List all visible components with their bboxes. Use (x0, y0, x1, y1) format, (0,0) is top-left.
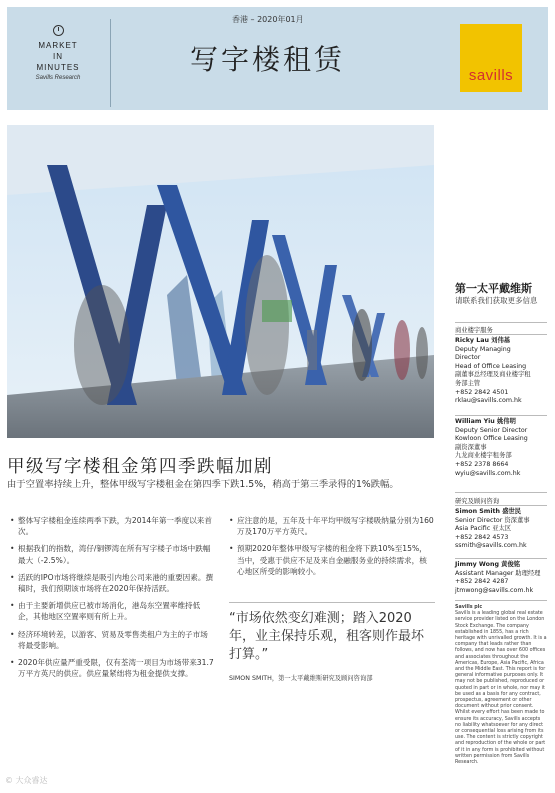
brand-line-2: IN (53, 52, 63, 61)
contact-ricky-lau (455, 337, 550, 406)
contact-line: Asia Pacific 亚太区 (455, 525, 512, 533)
quote-attribution: SIMON SMITH，第一太平戴维斯研究及顾问咨询部 (229, 675, 373, 682)
contact-phone: +852 2842 4573 (455, 533, 509, 541)
contact-william-yiu (455, 418, 550, 478)
cover-photo (7, 125, 434, 438)
contact-email[interactable]: rklau@savills.com.hk (455, 397, 522, 405)
contact-line: Deputy Senior Director (455, 426, 528, 434)
brand-sub: Savills Research (35, 75, 81, 81)
left-bullets (10, 515, 215, 685)
contact-phone: +852 2842 4501 (455, 388, 509, 396)
sidebar-rule (455, 505, 547, 506)
sidebar-rule (455, 600, 547, 601)
contact-email[interactable]: ssmith@savills.com.hk (455, 542, 527, 550)
logo-text: savills (468, 67, 514, 84)
article-lede: 由于空置率持续上升，整体甲级写字楼租金在第四季下跌1.5%，稍高于第三季录得的1%跌幅。 (7, 479, 399, 490)
sidebar-rule (455, 415, 547, 416)
bullet-item: • 2020年供应量严重受限，仅有荃湾一项目为市场带来31.7万平方英尺的供应。供应量紧绌将为租金提供支撑。 (10, 657, 215, 679)
sidebar-rule (455, 492, 547, 493)
clock-icon (53, 25, 64, 36)
contact-line: 九龙商业楼宇租务部 (455, 452, 512, 460)
disclaimer-body: Savills is a leading global real estate service provider listed on the London Stock Exchange. The company established in 1855, has a rich heritage with unrivalled growth. It is a company that leads rather than follows, and now has over 600 offices and associates throughout the Americas, Europe, Asia Pacific, Africa and the Middle East. This report is for general informative purposes only. It may not be published, reproduced or quoted in part or in whole, nor may it be used as a basis for any contract, prospectus, agreement or other document without prior consent. Whilst every effort has been made to ensure its accuracy, Savills accepts no liability whatsoever for any direct or consequential loss arising from its use. The content is strictly copyright and reproduction of the whole or part of it in any form is prohibited without written permission from Savills Research. (455, 611, 547, 766)
bullet-item: • 应注意的是，五年及十年平均甲级写字楼吸纳量分别为160万及170万平方英尺。 (229, 515, 434, 537)
market-in-minutes-brand (17, 25, 99, 81)
bullet-item: • 经济环境转差，以游客、贸易及零售类租户为主的子市场将最受影响。 (10, 629, 215, 651)
contact-line: 副资深董事 (455, 443, 487, 451)
brand-line-1: MARKET (38, 41, 78, 50)
contact-phone: +852 2378 8664 (455, 460, 509, 468)
page-title: 写字楼租赁 (190, 43, 346, 76)
savills-logo (460, 24, 522, 92)
contact-name: Simon Smith 盛世民 (455, 508, 522, 515)
contact-line: Assistant Manager 助理经理 (455, 569, 541, 577)
bullet-item: • 活跃的IPO市场将继续是吸引内地公司来港的重要因素。撰稿时，我们预期该市场将在2020年保持活跃。 (10, 572, 215, 594)
contact-line: Head of Office Leasing (455, 362, 527, 370)
contact-phone: +852 2842 4287 (455, 578, 509, 586)
contact-name: William Yiu 姚伟明 (455, 418, 516, 425)
contact-line: 副董事总经理及商业楼宇租 (455, 371, 531, 379)
section-head-commercial: 商业楼宇服务 (455, 327, 493, 334)
sidebar-title: 第一太平戴维斯 (455, 282, 532, 295)
contact-email[interactable]: wyiu@savills.com.hk (455, 469, 521, 477)
header-divider (110, 19, 111, 107)
contact-jimmy-wong (455, 561, 550, 595)
sidebar-rule (455, 334, 547, 335)
disclaimer (455, 605, 547, 766)
contact-name: Ricky Lau 刘伟基 (455, 337, 511, 344)
contact-email[interactable]: jtmwong@savills.com.hk (455, 586, 534, 594)
article-headline: 甲级写字楼租金第四季跌幅加剧 (7, 457, 273, 477)
contact-line: Deputy Managing (455, 345, 511, 353)
bullet-item: • 由于主要新增供应已被市场消化，港岛东空置率维持低企，其他地区空置率则有所上升。 (10, 600, 215, 622)
section-head-research: 研究及顾问咨询 (455, 498, 500, 505)
contact-line: Senior Director 资深董事 (455, 516, 530, 524)
contact-line: Director (455, 354, 481, 362)
sidebar-rule (455, 322, 547, 323)
contact-simon-smith (455, 508, 550, 551)
sidebar-subtitle: 请联系我们获取更多信息 (455, 296, 538, 305)
pull-quote: “市场依然变幻难测；踏入2020年，业主保持乐观，租客则作最坏打算。” (229, 611, 425, 662)
contact-line: Kowloon Office Leasing (455, 435, 528, 443)
quote-rule (229, 602, 435, 603)
bullet-item: • 根据我们的指数，湾仔/铜锣湾在所有写字楼子市场中跌幅最大（-2.5%）。 (10, 543, 215, 565)
contact-name: Jimmy Wong 黄俊铭 (455, 561, 521, 568)
sidebar-rule (455, 558, 547, 559)
watermark: © 大众睿达 (5, 776, 48, 785)
walkway-illustration (7, 125, 434, 438)
bullet-item: • 整体写字楼租金连续两季下跌，为2014年第一季度以来首次。 (10, 515, 215, 537)
disclaimer-title: Savills plc (455, 605, 483, 610)
right-bullets (229, 515, 434, 583)
dateline: 香港 – 2020年01月 (232, 15, 304, 24)
bullet-item: • 预期2020年整体甲级写字楼的租金将下跌10%至15%，当中，受惠于供应不足及来自金融服务业的持续需求，核心地区所受的影响较小。 (229, 543, 434, 577)
contact-line: 务部主管 (455, 379, 481, 387)
brand-line-3: MINUTES (36, 63, 80, 72)
